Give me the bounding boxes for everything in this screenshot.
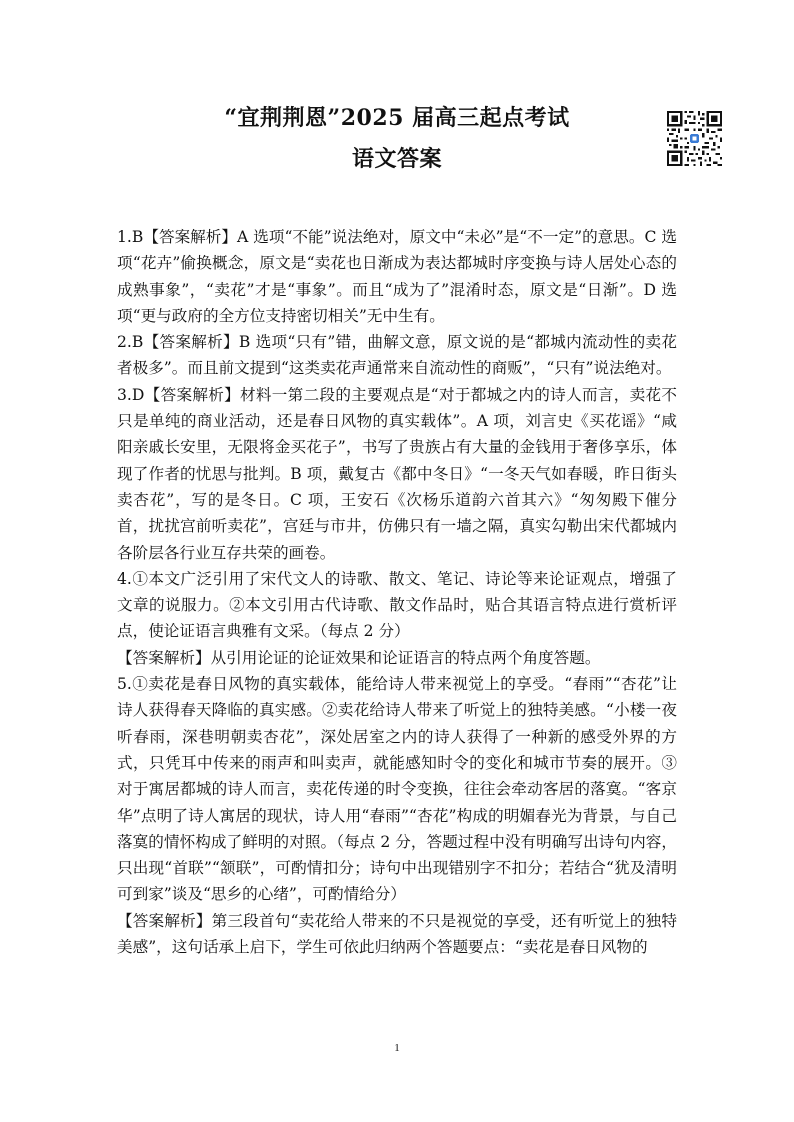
- answer-paragraph-4-analysis: 【答案解析】从引用论证的论证效果和论证语言的特点两个角度答题。: [117, 648, 601, 667]
- answer-paragraph-2: 2.B【答案解析】B 选项“只有”错，曲解文意，原文说的是“都城内流动性的卖花者极多”。而且前文提到“这类卖花声通常来自流动性的商贩”，“只有”说法绝对。: [117, 333, 677, 378]
- document-subtitle: 语文答案: [351, 146, 442, 172]
- document-title: “宜荆荆恩”2025 届高三起点考试: [224, 105, 570, 131]
- answer-paragraph-5-analysis: 【答案解析】第三段首句“卖花给人带来的不只是视觉的享受，还有听觉上的独特美感”，这句话承上启下，学生可依此归纳两个答题要点：“卖花是春日风物的: [117, 911, 677, 957]
- answer-body: [117, 224, 677, 960]
- answer-paragraph-1: 1.B【答案解析】A 选项“不能”说法绝对，原文中“未必”是“不一定”的意思。C 选项“花卉”偷换概念，原文是“卖花也日渐成为表达都城时序变换与诗人居处心态的成熟事象”，“卖花”才是“事象”。而且“成为了”混淆时态，原文是“日渐”。D 选项“更与政府的全方位支持密切相关”无中生有。: [117, 228, 677, 325]
- page-number: 1: [394, 1042, 400, 1054]
- answer-paragraph-4: 4.①本文广泛引用了宋代文人的诗歌、散文、笔记、诗论等来论证观点，增强了文章的说服力。②本文引用古代诗歌、散文作品时，贴合其语言特点进行赏析评点，使论证语言典雅有文采。（每点 2 分）: [117, 569, 677, 641]
- answer-paragraph-3: 3.D【答案解析】材料一第二段的主要观点是“对于都城之内的诗人而言，卖花不只是单纯的商业活动，还是春日风物的真实载体”。A 项，刘言史《买花谣》“咸阳亲戚长安里，无限将金买花子”，书写了贵族占有大量的金钱用于奢侈享乐，体现了作者的忧思与批判。B 项，戴复古《都中冬日》“一冬天气如春暖，昨日街头卖杏花”，写的是冬日。C 项，王安石《次杨乐道韵六首其六》“匆匆殿下催分首，扰扰宫前听卖花”，宫廷与市井，仿佛只有一墙之隔，真实勾勒出宋代都城内各阶层各行业互存共荣的画卷。: [117, 385, 677, 562]
- answer-paragraph-5: 5.①卖花是春日风物的真实载体，能给诗人带来视觉上的享受。“春雨”“杏花”让诗人获得春天降临的真实感。②卖花给诗人带来了听觉上的独特美感。“小楼一夜听春雨，深巷明朝卖杏花”，深处居室之内的诗人获得了一种新的感受外界的方式，只凭耳中传来的雨声和叫卖声，就能感知时令的变化和城市节奏的展开。③对于寓居都城的诗人而言，卖花传递的时令变换，往往会牵动客居的落寞。“客京华”点明了诗人寓居的现状，诗人用“春雨”“杏花”构成的明媚春光为背景，与自己落寞的情怀构成了鲜明的对照。（每点 2 分，答题过程中没有明确写出诗句内容，只出现“首联”“颔联”，可酌情扣分；诗句中出现错别字不扣分；若结合“犹及清明可到家”谈及“思乡的心绪”，可酌情给分）: [117, 675, 677, 904]
- qr-code-icon: [667, 111, 722, 166]
